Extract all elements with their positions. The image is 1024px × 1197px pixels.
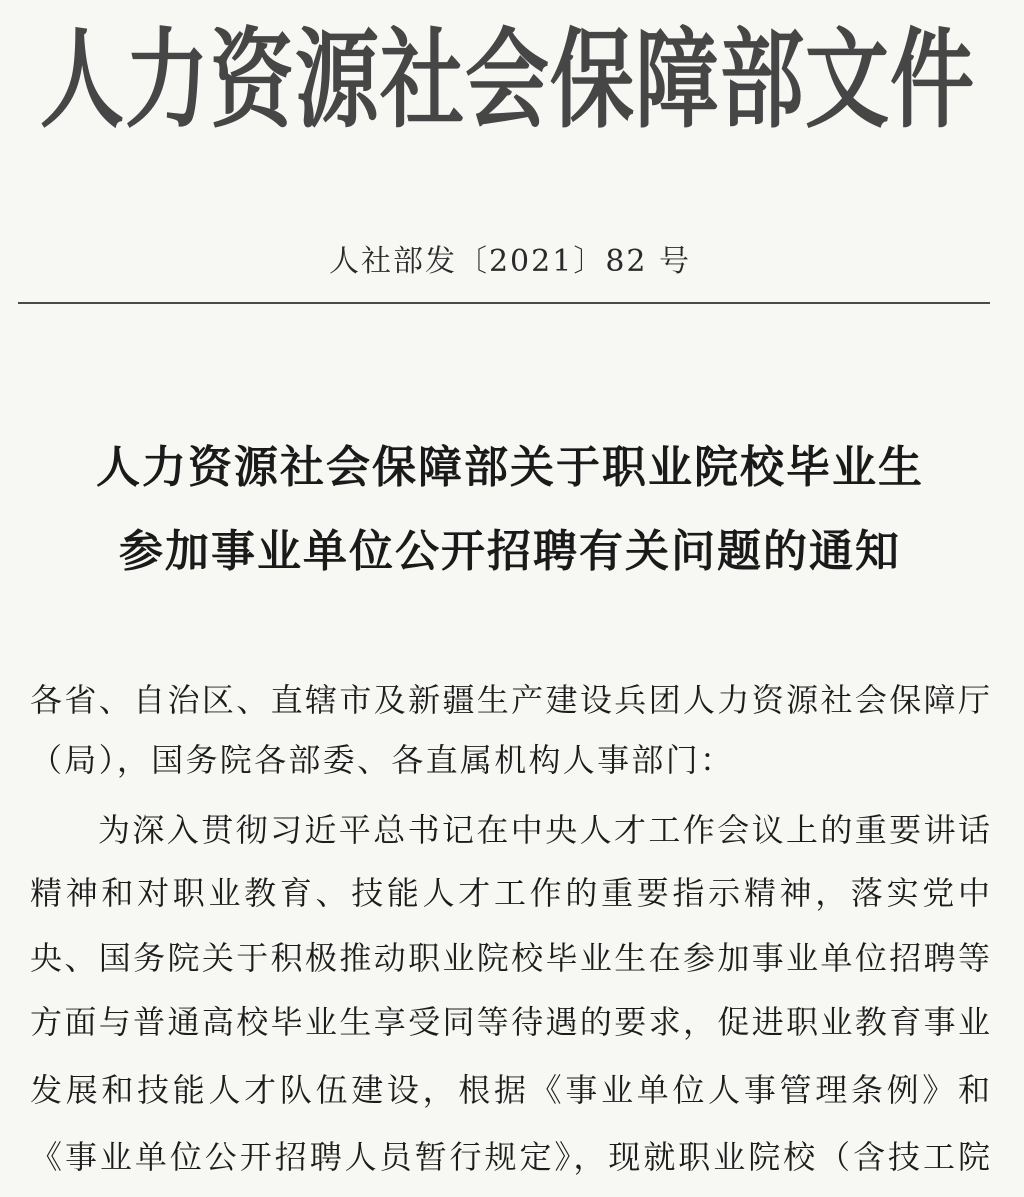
notice-title-line-2: 参加事业单位公开招聘有关问题的通知	[119, 526, 901, 577]
document-number: 人社部发〔2021〕82 号	[328, 244, 692, 279]
body-paragraph-line: 《事业单位公开招聘人员暂行规定》，现就职业院校（含技工院	[30, 1138, 990, 1176]
header-divider	[18, 302, 990, 304]
body-paragraph-line: 为深入贯彻习近平总书记在中央人才工作会议上的重要讲话	[98, 811, 990, 849]
document-header-title: 人力资源社会保障部文件	[40, 17, 976, 143]
notice-title-line-1: 人力资源社会保障部关于职业院校毕业生	[96, 442, 924, 493]
addressee-line-2: （局），国务院各部委、各直属机构人事部门：	[30, 741, 735, 779]
addressee-line-1: 各省、自治区、直辖市及新疆生产建设兵团人力资源社会保障厅	[30, 681, 990, 719]
body-paragraph-line: 发展和技能人才队伍建设，根据《事业单位人事管理条例》和	[30, 1071, 990, 1109]
body-paragraph-line: 精神和对职业教育、技能人才工作的重要指示精神，落实党中	[30, 874, 990, 912]
body-paragraph-line: 央、国务院关于积极推动职业院校毕业生在参加事业单位招聘等	[30, 939, 990, 977]
body-paragraph-line: 方面与普通高校毕业生享受同等待遇的要求，促进职业教育事业	[30, 1003, 990, 1041]
